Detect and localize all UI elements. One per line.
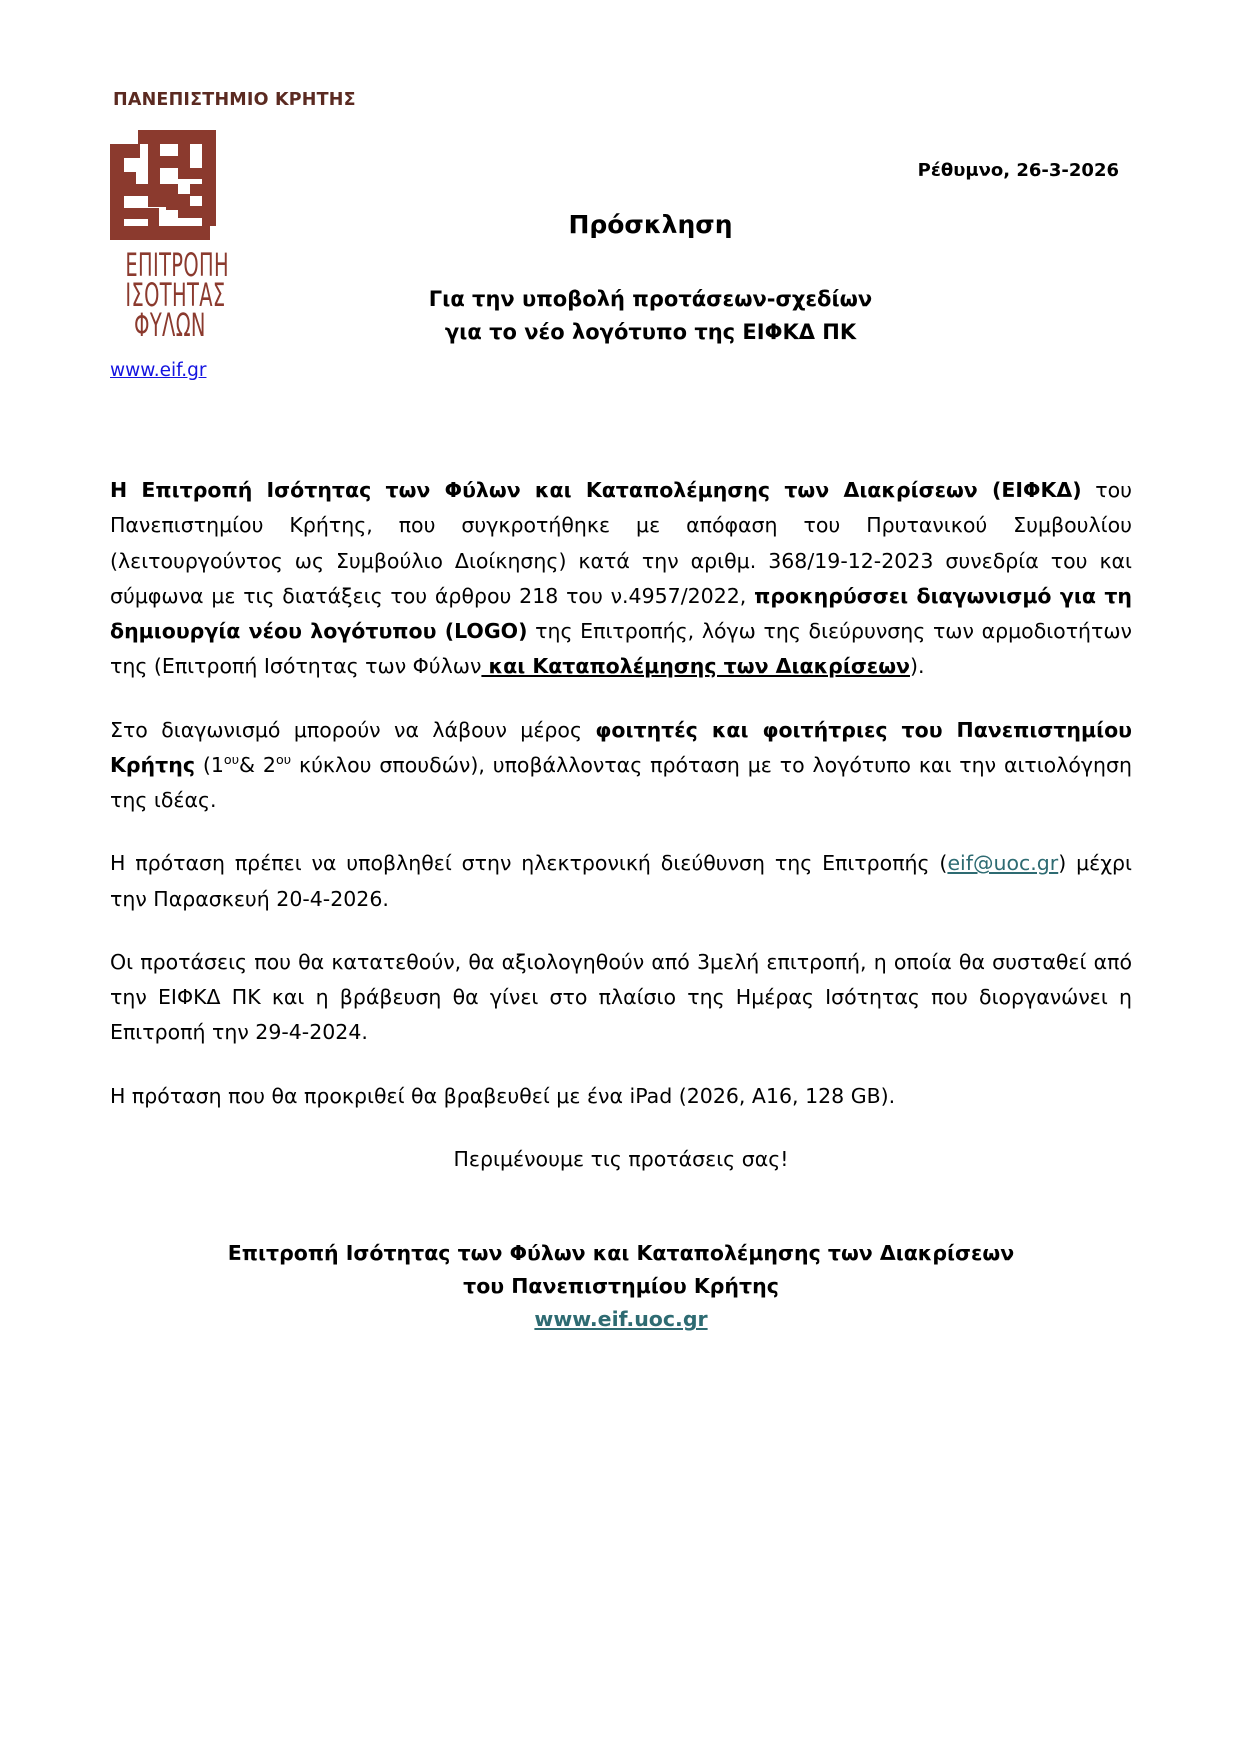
p2-tail: κύκλου σπουδών), υποβάλλοντας πρόταση με το λογότυπο και την αιτιολόγηση της ιδέας. <box>110 752 1132 812</box>
subtitle-line-1: Για την υποβολή προτάσεων-σχεδίων <box>428 287 873 311</box>
paragraph-1 <box>110 473 1132 685</box>
paragraph-4: Οι προτάσεις που θα κατατεθούν, θα αξιολογηθούν από 3μελή επιτροπή, η οποία θα συσταθεί από την ΕΙΦΚΔ ΠΚ και η βράβευση θα γίνει στο πλαίσιο της Ημέρας Ισότητας που διοργανώνει η Επιτροπή την 29-4-2024. <box>110 949 1132 1045</box>
closing-call: Περιμένουμε τις προτάσεις σας! <box>453 1146 789 1171</box>
p1-bold-2: προκηρύσσει διαγωνισμό για τη δημιουργία νέου λογότυπου (LOGO) <box>110 583 1133 643</box>
p2-lead: Στο διαγωνισμό μπορούν να λάβουν μέρος <box>110 717 596 742</box>
p1-bold-lead: Η Επιτροπή Ισότητας των Φύλων και Καταπολέμησης των Διακρίσεων (ΕΙΦΚΔ) <box>110 478 1082 502</box>
signature-line-1: Επιτροπή Ισότητας των Φύλων και Καταπολέμησης των Διακρίσεων <box>227 1241 1015 1265</box>
p1-bold-underline: και Καταπολέμησης των Διακρίσεων <box>481 654 910 679</box>
p2-bold-1: φοιτητές και φοιτήτριες του Πανεπιστημίου Κρήτης <box>110 717 1132 777</box>
p2-mid: (1 <box>194 752 224 777</box>
p1-mid-1: του Πανεπιστημίου Κρήτης, που συγκροτήθηκε με απόφαση του Πρυτανικού Συμβουλίου (λειτουργούντος ως Συμβούλιο Διοίκησης) κατά την αριθμ. 368/19-12-2023 συνεδρία του και σύμφωνα με τις διατάξεις του άρθρου 218 του ν.4957/2022, <box>110 478 1133 608</box>
email-link[interactable]: eif@uoc.gr <box>947 851 1059 876</box>
logo-word-line-3: ΦΥΛΩΝ <box>134 307 206 345</box>
p2-mid-2: & 2 <box>239 752 276 777</box>
page-title: Πρόσκληση <box>568 210 733 239</box>
signature-line-2: του Πανεπιστημίου Κρήτης <box>463 1274 779 1299</box>
p2-superscript-2: ου <box>275 751 292 767</box>
signature-block <box>110 1237 1132 1337</box>
document-body <box>110 473 1132 1337</box>
p2-superscript-1: ου <box>223 751 240 767</box>
logo-word-line-2: ΙΣΟΤΗΤΑΣ <box>125 277 226 315</box>
subtitle-line-2: για το νέο λογότυπο της ΕΙΦΚΔ ΠΚ <box>444 319 857 344</box>
p1-tail: ). <box>909 654 925 679</box>
paragraph-2 <box>110 713 1132 819</box>
website-link-footer[interactable]: www.eif.uoc.gr <box>534 1307 708 1332</box>
page-subtitle <box>0 283 1241 348</box>
p3-lead: Η πρόταση πρέπει να υποβληθεί στην ηλεκτρονική διεύθυνση της Επιτροπής ( <box>110 851 948 876</box>
logo-word-line-1: ΕΠΙΤΡΟΠΗ <box>125 247 230 285</box>
place-date-line: Ρέθυμνο, 26-3-2026 <box>917 160 1119 181</box>
signature-link-wrap <box>110 1303 1132 1336</box>
paragraph-5: Η πρόταση που θα προκριθεί θα βραβευθεί με ένα iPad (2026, A16, 128 GB). <box>110 1083 896 1108</box>
organization-name: ΠΑΝΕΠΙΣΤΗΜΙΟ ΚΡΗΤΗΣ <box>113 90 356 110</box>
website-link-header[interactable]: www.eif.gr <box>110 360 207 381</box>
p1-mid-2: της Επιτροπής, λόγω της διεύρυνσης των αρμοδιοτήτων της (Επιτροπή Ισότητας των Φύλων <box>110 619 1133 679</box>
paragraph-3 <box>110 846 1132 917</box>
p3-tail: ) μέχρι την Παρασκευή 20-4-2026. <box>110 851 1132 911</box>
